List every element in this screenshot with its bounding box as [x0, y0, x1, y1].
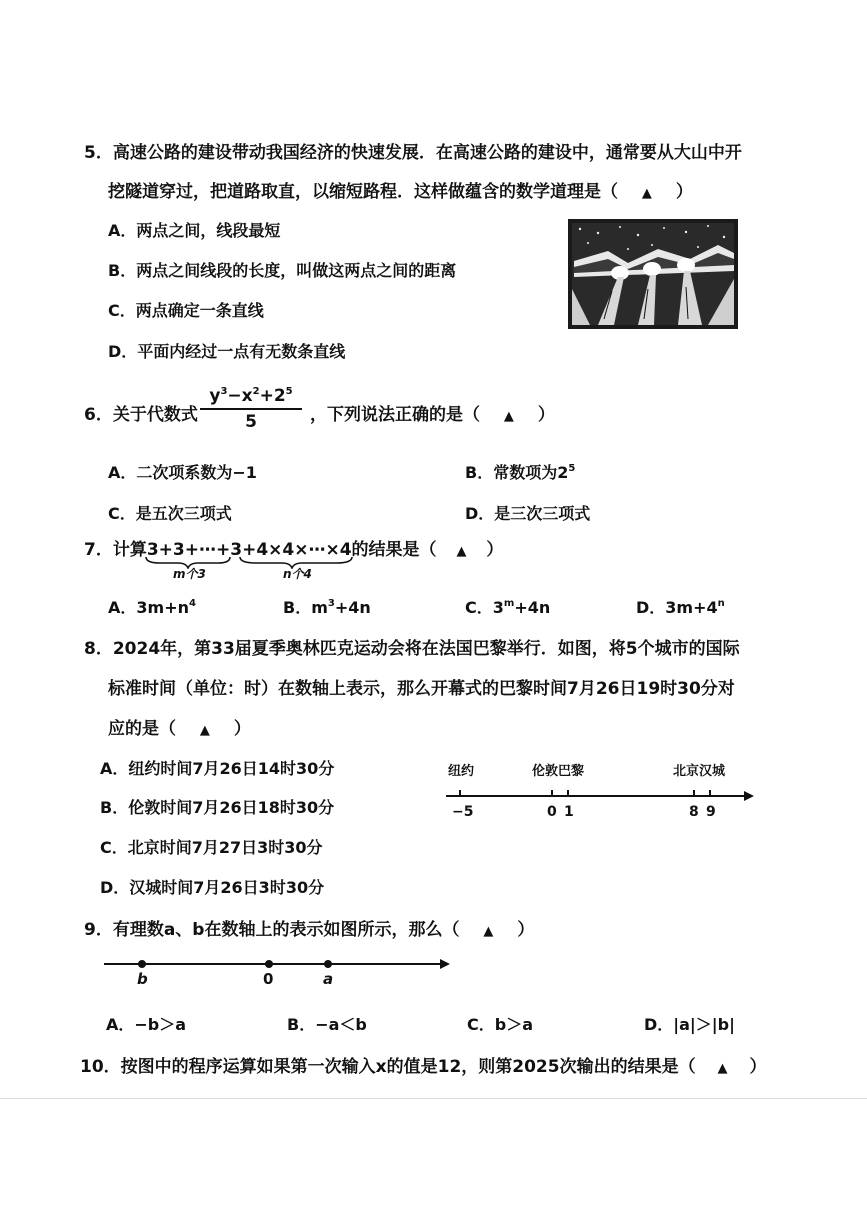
answer-triangle: ▲: [456, 544, 467, 559]
q8-city-london-paris: 伦敦巴黎: [532, 764, 585, 779]
q6-option-b-text: B．常数项为2: [465, 463, 569, 482]
q5-line1: 5．高速公路的建设带动我国经济的快速发展．在高速公路的建设中，通常要从大山中开: [84, 143, 742, 163]
q6-option-a: A．二次项系数为−1: [108, 463, 257, 482]
q6-suffix-text: ，下列说法正确的是（: [310, 405, 480, 425]
q9-line-text: 9．有理数a、b在数轴上的表示如图所示，那么（: [84, 920, 460, 940]
q8-tick-seoul: 9: [706, 804, 716, 820]
q7-option-b-text: B．m: [283, 598, 328, 617]
q6-suffix: [310, 400, 555, 425]
q7-option-d-text: D．3m+4: [636, 598, 718, 617]
q7-option-c-tail: +4n: [514, 598, 551, 617]
q6-denominator: 5: [245, 412, 257, 432]
q5-option-d: D．平面内经过一点有无数条直线: [108, 342, 346, 361]
page-divider: [0, 1098, 867, 1099]
q10-line-text: 10．按图中的程序运算如果第一次输入x的值是12，则第2025次输出的结果是（: [80, 1057, 696, 1077]
q7-option-c-text: C．3: [465, 598, 504, 617]
q7-option-a-exp: 4: [189, 598, 196, 609]
q5-option-c: C．两点确定一条直线: [108, 301, 264, 320]
q8-tick-paris: 1: [564, 804, 574, 820]
answer-triangle: ▲: [503, 409, 514, 424]
q6-num-2: +2: [259, 386, 286, 406]
paren-close: ）: [233, 719, 251, 739]
q6-num-x: −x: [227, 386, 253, 406]
paren-close: ）: [749, 1057, 767, 1077]
q6-option-b: [465, 460, 575, 483]
answer-triangle: ▲: [641, 186, 652, 201]
q8-number-line: [440, 760, 760, 830]
q5-option-a: A．两点之间，线段最短: [108, 221, 281, 240]
q7-brace-n-label: n个4: [283, 567, 312, 581]
q6-exp-3: 3: [220, 386, 228, 397]
q7-option-d: [636, 595, 725, 618]
q6-prefix: 6．关于代数式: [84, 405, 198, 425]
q7-option-b-exp: 3: [327, 598, 335, 609]
q8-line1: 8．2024年，第33届夏季奥林匹克运动会将在法国巴黎举行．如图，将5个城市的国际: [84, 639, 740, 659]
answer-triangle: ▲: [717, 1061, 728, 1076]
q6-fraction: [200, 386, 302, 432]
q10-line: [80, 1052, 766, 1077]
q9-label-b: b: [137, 970, 148, 988]
q6-option-d: D．是三次三项式: [465, 504, 591, 523]
q7-option-a: [108, 595, 196, 618]
q7-sum: 3+3+⋯+3: [146, 540, 243, 560]
q6-exp-2: 2: [252, 386, 260, 397]
q8-city-newyork: 纽约: [448, 764, 475, 779]
q9-option-a: A．−b＞a: [106, 1015, 187, 1034]
q8-line2: 标准时间（单位：时）在数轴上表示，那么开幕式的巴黎时间7月26日19时30分对: [108, 679, 735, 699]
q7-option-c-exp: m: [503, 598, 515, 609]
paren-close: ）: [675, 182, 693, 202]
q7-option-a-text: A．3m+n: [108, 598, 189, 617]
q6-exp-5: 5: [285, 386, 293, 397]
q6-numerator: [200, 386, 302, 410]
q9-line: [84, 915, 534, 940]
q6-option-b-exp: 5: [568, 463, 576, 474]
q5-option-b: B．两点之间线段的长度，叫做这两点之间的距离: [108, 261, 457, 280]
q7-option-b-tail: +4n: [334, 598, 371, 617]
q9-label-zero: 0: [263, 970, 274, 988]
q8-tick-newyork: −5: [452, 804, 474, 820]
q5-line2-text: 挖隧道穿过，把道路取直，以缩短路程．这样做蕴含的数学道理是（: [108, 182, 618, 202]
q9-number-line: [100, 954, 460, 994]
q9-option-d: D．|a|＞|b|: [644, 1015, 735, 1034]
q9-option-c: C．b＞a: [467, 1015, 533, 1034]
q6-num-y: y: [209, 386, 221, 406]
q8-line3: [108, 714, 251, 739]
q8-option-c: C．北京时间7月27日3时30分: [100, 838, 323, 857]
q9-option-b: B．−a＜b: [287, 1015, 367, 1034]
q7-suffix: 的结果是（: [351, 540, 437, 560]
paren-close: ）: [537, 405, 555, 425]
q5-line2: [108, 177, 693, 202]
tunnel-mountain-image: [568, 219, 738, 329]
q9-label-a: a: [323, 970, 334, 988]
answer-triangle: ▲: [199, 723, 210, 738]
q7-brace-m-label: m个3: [173, 567, 206, 581]
q7-prefix: 7．计算: [84, 540, 147, 560]
q8-option-a: A．纽约时间7月26日14时30分: [100, 759, 335, 778]
q7-option-c: [465, 595, 550, 618]
q7-option-b: [283, 595, 371, 618]
q7-sep: +: [242, 540, 257, 560]
paren-close: ）: [517, 920, 535, 940]
paren-close: ）: [486, 540, 504, 560]
q8-axis-svg: [440, 780, 760, 804]
q8-line3-text: 应的是（: [108, 719, 176, 739]
answer-triangle: ▲: [483, 924, 494, 939]
q9-axis-svg: [100, 954, 460, 974]
q6-option-c: C．是五次三项式: [108, 504, 232, 523]
q8-option-d: D．汉城时间7月26日3时30分: [100, 878, 325, 897]
q8-option-b: B．伦敦时间7月26日18时30分: [100, 798, 335, 817]
q7-option-d-exp: n: [717, 598, 725, 609]
q8-tick-beijing: 8: [689, 804, 699, 820]
q8-tick-london: 0: [547, 804, 557, 820]
q7-product: 4×4×⋯×4: [256, 540, 352, 560]
q8-city-beijing-seoul: 北京汉城: [673, 764, 726, 779]
